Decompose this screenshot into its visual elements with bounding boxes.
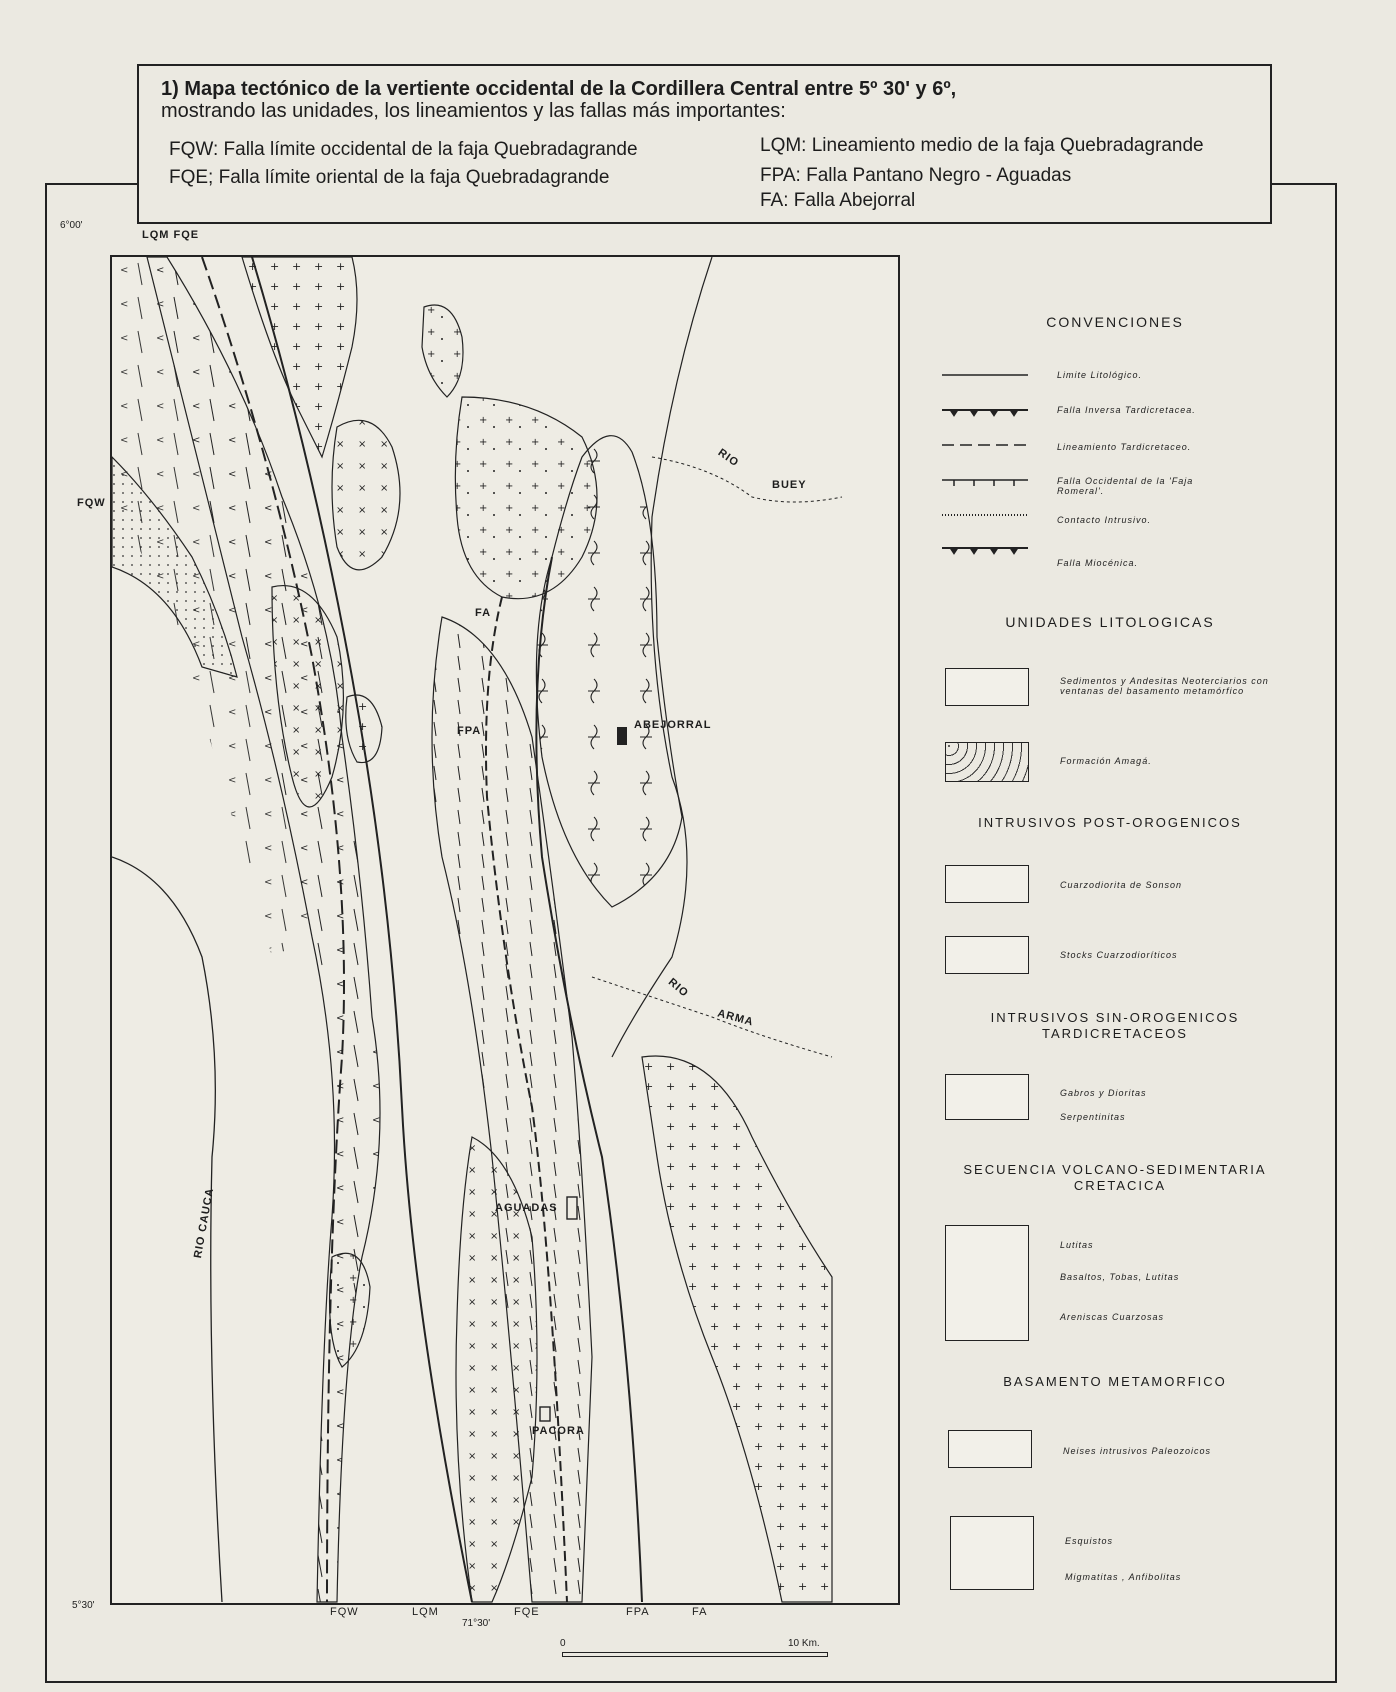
swatch-esquistos-migmatitas: [950, 1516, 1034, 1590]
bottom-label-fqw: FQW: [330, 1606, 359, 1618]
legend-serpentinitas: Serpentinitas: [1060, 1112, 1126, 1122]
coord-top-lat: 6°00': [60, 220, 83, 231]
label-fpa: FPA: [457, 725, 482, 737]
swatch-amaga: [945, 742, 1029, 782]
legend-neises: Neises intrusivos Paleozoicos: [1063, 1446, 1212, 1456]
coord-bottom-lon: 71°30': [462, 1618, 491, 1629]
legend-sonson: Cuarzodiorita de Sonson: [1060, 880, 1183, 890]
tectonic-map: [77, 229, 900, 1605]
label-aguadas: AGUADAS: [495, 1202, 558, 1214]
scale-bar: [562, 1652, 828, 1657]
label-rio-arma-2: ARMA: [716, 1007, 755, 1029]
legend-seq-title-1: SECUENCIA VOLCANO-SEDIMENTARIA: [963, 1162, 1267, 1177]
swatch-neises: [948, 1430, 1032, 1468]
legend-basaltos: Basaltos, Tobas, Lutitas: [1060, 1272, 1180, 1282]
legend-conv-2: Falla Inversa Tardicretacea.: [1057, 405, 1196, 415]
coord-bottom-lat: 5°30': [72, 1600, 95, 1611]
abbr-fqe: FQE; Falla límite oriental de la faja Quebradagrande: [169, 167, 610, 188]
legend-basement-title: BASAMENTO METAMORFICO: [1003, 1374, 1227, 1389]
legend-amaga: Formación Amagá.: [1060, 756, 1152, 766]
bottom-label-lqm: LQM: [412, 1606, 439, 1618]
legend-stocks: Stocks Cuarzodioríticos: [1060, 950, 1178, 960]
conventions-symbols: [940, 365, 1030, 565]
title-line-1: 1) Mapa tectónico de la vertiente occidental de la Cordillera Central entre 5º 30' y 6º,: [161, 78, 957, 100]
swatch-stocks: [945, 936, 1029, 974]
label-fa: FA: [475, 607, 492, 619]
label-pacora: PACORA: [532, 1425, 585, 1437]
bottom-label-fpa: FPA: [626, 1606, 650, 1618]
swatch-sediments: [945, 668, 1029, 706]
legend-post-title: INTRUSIVOS POST-OROGENICOS: [978, 815, 1242, 830]
swatch-volcano-sedimentary: [945, 1225, 1029, 1341]
legend-conv-4: Falla Occidental de la 'Faja Romeral'.: [1057, 476, 1194, 496]
map-drawing: [112, 257, 902, 1607]
swatch-gabros: [945, 1074, 1029, 1120]
scale-end: 10 Km.: [788, 1638, 820, 1649]
legend-units-title: UNIDADES LITOLOGICAS: [1005, 614, 1215, 630]
legend-conv-5: Contacto Intrusivo.: [1057, 515, 1152, 525]
legend-lutitas: Lutitas: [1060, 1240, 1094, 1250]
legend-sin-title-2: TARDICRETACEOS: [1042, 1026, 1188, 1041]
label-rio-cauca: RIO CAUCA: [192, 1186, 217, 1260]
legend-sin-title-1: INTRUSIVOS SIN-OROGENICOS: [990, 1010, 1240, 1025]
legend-esquistos: Esquistos: [1065, 1536, 1114, 1546]
title-line-2: mostrando las unidades, los lineamientos y las fallas más importantes:: [161, 100, 786, 122]
label-rio-arma-1: RIO: [665, 976, 691, 1000]
bottom-label-fa: FA: [692, 1606, 708, 1618]
label-fqw-left: FQW: [77, 497, 106, 509]
bottom-label-fqe: FQE: [514, 1606, 540, 1618]
label-rio-buey-1: RIO: [715, 446, 741, 470]
legend-conv-1: Limite Litológico.: [1057, 370, 1143, 380]
legend-conv-3: Lineamiento Tardicretaceo.: [1057, 442, 1192, 452]
label-lqm-fqe-top: LQM FQE: [142, 229, 200, 241]
legend-conv-6: Falla Miocénica.: [1057, 558, 1139, 568]
abbr-fa: FA: Falla Abejorral: [760, 190, 916, 211]
legend-seq-title-2: CRETACICA: [1073, 1178, 1167, 1193]
label-rio-buey-2: BUEY: [772, 479, 807, 491]
legend-sediments: Sedimentos y Andesitas Neoterciarios con ventanas del basamento metamórfico: [1060, 676, 1269, 696]
abbr-fpa: FPA: Falla Pantano Negro - Aguadas: [760, 165, 1072, 186]
label-abejorral: ABEJORRAL: [634, 719, 712, 731]
legend-migmatitas: Migmatitas , Anfibolitas: [1065, 1572, 1182, 1582]
abbr-fqw: FQW: Falla límite occidental de la faja Quebradagrande: [169, 139, 638, 160]
abbr-lqm: LQM: Lineamiento medio de la faja Quebradagrande: [760, 135, 1204, 156]
swatch-sonson: [945, 865, 1029, 903]
legend-conventions-title: CONVENCIONES: [1046, 314, 1184, 330]
scale-start: 0: [560, 1638, 566, 1649]
legend-gabros: Gabros y Dioritas: [1060, 1088, 1147, 1098]
legend-areniscas: Areniscas Cuarzosas: [1060, 1312, 1165, 1322]
